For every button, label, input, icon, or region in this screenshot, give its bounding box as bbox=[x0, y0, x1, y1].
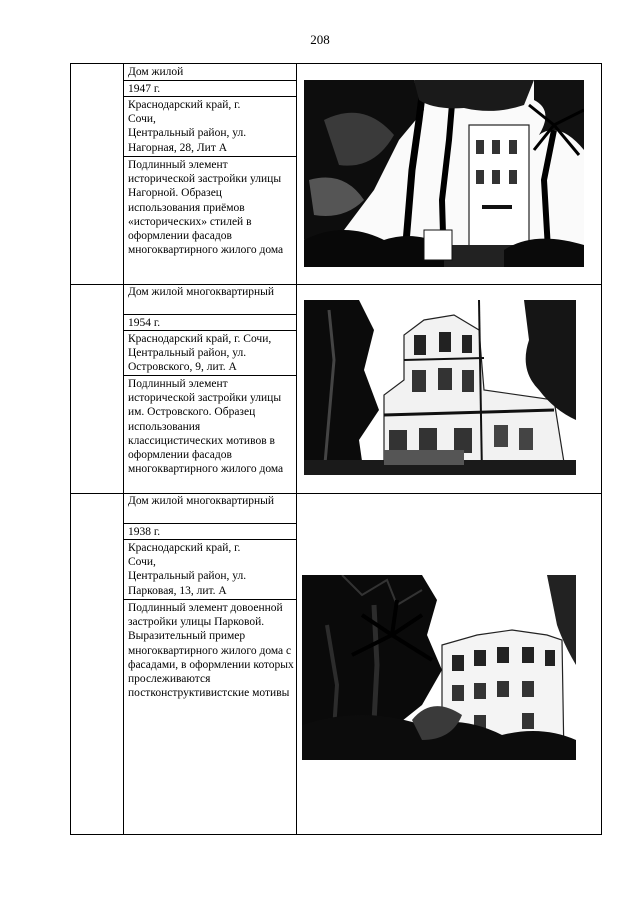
entry-2-name: Дом жилой многоквартирный bbox=[128, 286, 275, 298]
entry-3-photo bbox=[302, 575, 576, 760]
entry-2-address: Краснодарский край, г. Сочи, Центральный район, ул. Островского, 9, лит. А bbox=[128, 333, 272, 374]
entry-1-name: Дом жилой bbox=[128, 66, 184, 78]
entry-2-photo bbox=[304, 300, 576, 475]
entry-1-description: Подлинный элемент исторической застройки улицы Нагорной. Образец использования приёмов «исторических» стилей в оформлении фасадов многоквартирного жилого дома bbox=[128, 159, 284, 257]
entry-1-photo bbox=[304, 80, 584, 267]
entry-3-name: Дом жилой многоквартирный bbox=[128, 495, 275, 507]
entry-3-address: Краснодарский край, г. Сочи, Центральный район, ул. Парковая, 13, лит. А bbox=[128, 542, 247, 597]
heritage-table bbox=[70, 63, 602, 835]
entry-3-description: Подлинный элемент довоенной застройки улицы Парковой. Выразительный пример многоквартирного жилого дома с фасадами, в оформлении которых прослеживаются постконструктивистские мотивы bbox=[128, 602, 294, 700]
page-number: 208 bbox=[310, 32, 330, 47]
entry-3-year: 1938 г. bbox=[128, 526, 161, 538]
entry-1-address: Краснодарский край, г. Сочи, Центральный район, ул. Нагорная, 28, Лит А bbox=[128, 99, 247, 154]
entry-2-year: 1954 г. bbox=[128, 317, 161, 329]
entry-1-year: 1947 г. bbox=[128, 83, 161, 95]
entry-2-description: Подлинный элемент исторической застройки улицы им. Островского. Образец использования классицистических мотивов в оформлении фасадов многоквартирного жилого дома bbox=[128, 378, 284, 476]
